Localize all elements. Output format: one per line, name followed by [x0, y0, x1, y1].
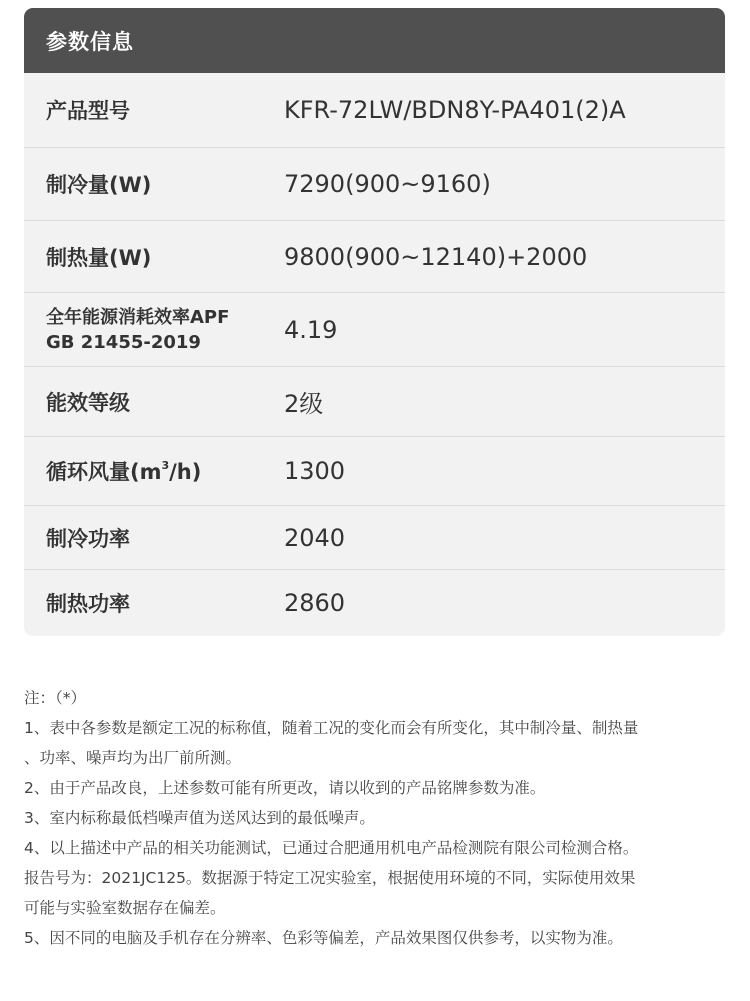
spec-label-prefix: 循环风量(m — [46, 460, 162, 484]
spec-label — [46, 305, 229, 355]
notes-line: 5、因不同的电脑及手机存在分辨率、色彩等偏差，产品效果图仅供参考，以实物为准。 — [24, 929, 623, 947]
spec-label-suffix: /h) — [169, 460, 202, 484]
spec-value: 7290(900~9160) — [284, 170, 491, 198]
spec-label: 制热量(W) — [46, 245, 152, 270]
spec-value: 4.19 — [284, 315, 338, 344]
spec-value: 2级 — [284, 390, 324, 418]
notes-line: 报告号为：2021JC125。数据源于特定工况实验室，根据使用环境的不同，实际使用效果 — [24, 869, 636, 887]
spec-label-line1: 全年能源消耗效率APF — [46, 306, 230, 328]
spec-row-heating-power — [24, 570, 725, 636]
spec-label-superscript: 3 — [161, 459, 170, 472]
spec-value: 9800(900~12140)+2000 — [284, 242, 588, 271]
notes-line: 4、以上描述中产品的相关功能测试，已通过合肥通用机电产品检测院有限公司检测合格。 — [24, 839, 639, 857]
spec-value: 2860 — [284, 589, 346, 617]
spec-row-apf — [24, 293, 725, 367]
spec-card-header — [24, 8, 725, 73]
spec-label: 能效等级 — [46, 390, 130, 415]
notes-line: 、功率、噪声均为出厂前所测。 — [24, 749, 242, 767]
notes-section — [24, 683, 740, 953]
spec-label — [46, 456, 201, 486]
spec-value: 1300 — [284, 457, 346, 485]
spec-label: 产品型号 — [46, 99, 130, 123]
spec-row-cooling-power — [24, 506, 725, 570]
notes-line: 可能与实验室数据存在偏差。 — [24, 899, 226, 917]
notes-line: 1、表中各参数是额定工况的标称值，随着工况的变化而会有所变化，其中制冷量、制热量 — [24, 719, 639, 737]
spec-label: 制热功率 — [46, 592, 130, 616]
spec-label-line2: GB 21455-2019 — [46, 331, 201, 353]
notes-line: 2、由于产品改良，上述参数可能有所更改，请以收到的产品铭牌参数为准。 — [24, 779, 546, 797]
spec-row-airflow — [24, 437, 725, 506]
spec-row-heating-capacity — [24, 221, 725, 293]
spec-label: 制冷功率 — [46, 526, 130, 551]
spec-card — [24, 8, 725, 636]
spec-value: KFR-72LW/BDN8Y-PA401(2)A — [284, 96, 626, 124]
spec-card-title: 参数信息 — [46, 29, 134, 54]
spec-row-model — [24, 73, 725, 148]
notes-line: 3、室内标称最低档噪声值为送风达到的最低噪声。 — [24, 809, 375, 827]
spec-label: 制冷量(W) — [46, 173, 152, 197]
spec-row-energy-grade — [24, 367, 725, 437]
spec-row-cooling-capacity — [24, 148, 725, 221]
spec-value: 2040 — [284, 523, 346, 552]
notes-heading: 注：（*） — [24, 689, 87, 707]
